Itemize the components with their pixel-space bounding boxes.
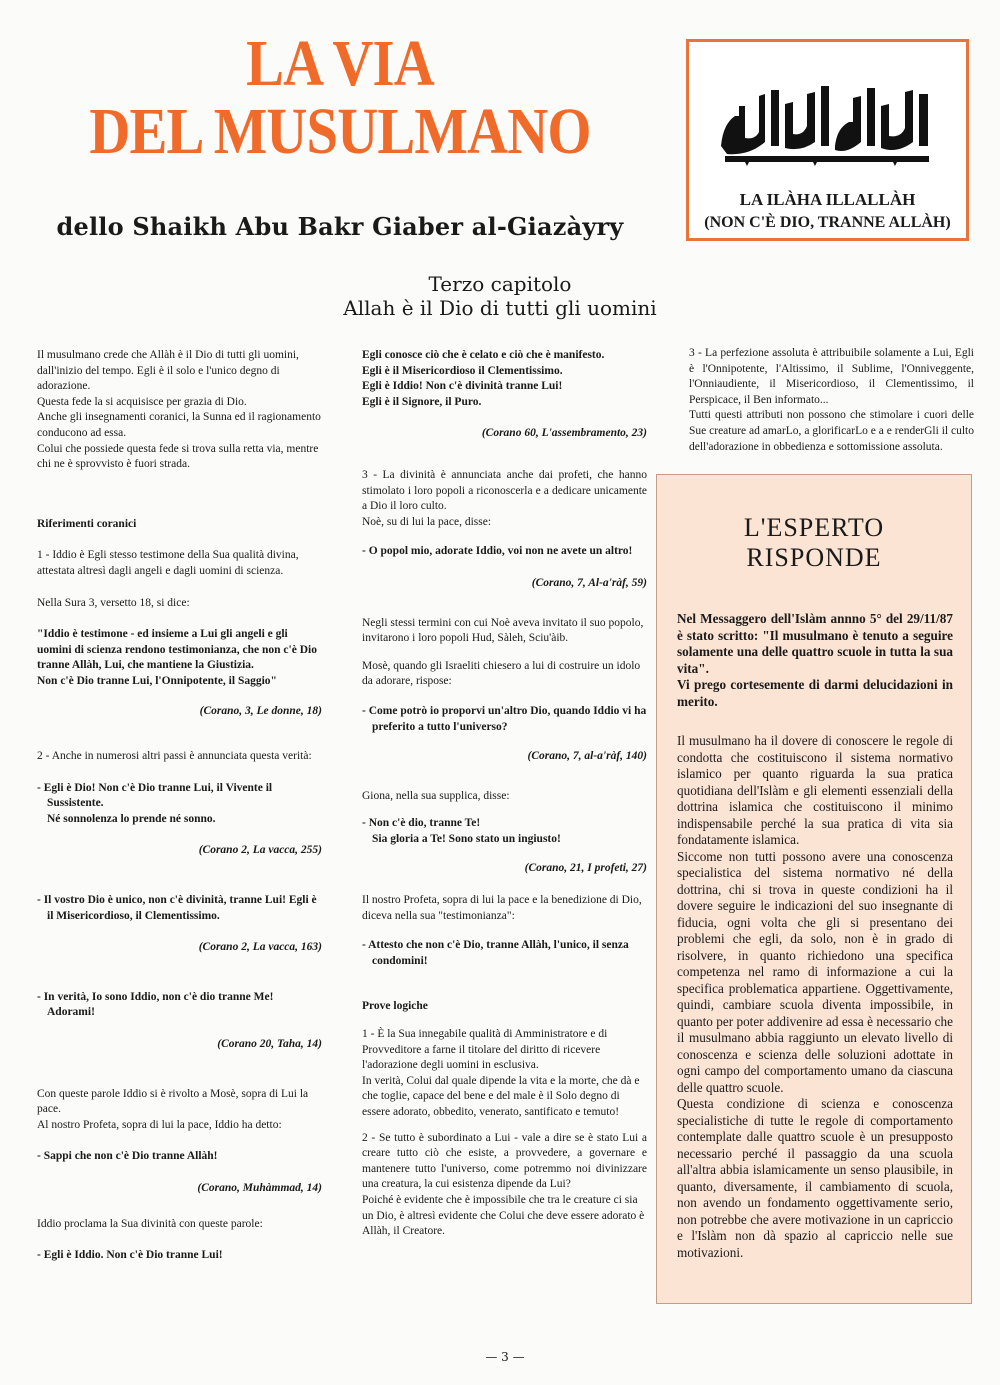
paragraph: Noè, su di lui la pace, disse: [362,515,492,528]
chapter-heading [330,272,670,320]
shahada-transliteration: LA ILÀHA ILLALLÀH [739,190,916,209]
answer-paragraph: Il musulmano ha il dovere di conoscere le regole di condotta che costituiscono il sistema normativo islamico per quanto riguarda la sua pratica quotidiana dell'Islàm e gli elementi essenziali della dottrina islamica che costituiscono il minimo indispensabile perché la sua pratica di vita sia fondatamente islamica. [677,733,953,847]
main-title-line2: DEL MUSULMANO [89,95,591,168]
box-title-line2: RISPONDE [746,543,882,572]
citation: (Corano, 21, I profeti, 27) [524,862,647,875]
quote: - Sappi che non c'è Dio tranne Allàh! [37,1150,218,1163]
paragraph: 2 - Anche in numerosi altri passi è annunciata questa verità: [37,750,312,763]
box-title [657,513,971,573]
quote: - Egli è Dio! Non c'è Dio tranne Lui, il Vivente il Sussistente. [37,781,273,810]
paragraph: Negli stessi termini con cui Noè aveva invitato il suo popolo, invitarono i loro popoli Hud, Sàleh, Sciu'àib. [362,616,644,645]
paragraph: Anche gli insegnamenti coranici, la Sunna ed il ragionamento conducono ad essa. [37,411,321,439]
citation: (Corano, 3, Le donne, 18) [199,704,322,717]
quote: Egli è il Signore, il Puro. [362,395,482,408]
citation: (Corano 2, La vacca, 255) [198,844,322,857]
author-byline: dello Shaikh Abu Bakr Giaber al-Giazàyry [56,212,624,241]
section-heading: Riferimenti coranici [37,517,137,530]
question-text: Vi prego cortesemente di darmi delucidazioni in merito. [677,677,953,709]
citation: (Corano 20, Taha, 14) [217,1038,322,1051]
paragraph: Giona, nella sua supplica, disse: [362,789,510,802]
shahada-translation: (NON C'È DIO, TRANNE ALLÀH) [704,214,951,231]
paragraph: 1 - È la Sua innegabile qualità di Amministratore e di Provveditore a farne il titolare del diritto di ricevere l'adorazione degli uomini in esclusiva. [362,1028,608,1072]
column-2 [362,348,647,1240]
answer-paragraph: Questa condizione di scienza e conoscenza specialistiche di tutte le regole di comportamento contemplate dalle quattro scuole è un presupposto necessario perché il passaggio da una scuola all'altra abbia islamicamente un senso plausibile, in quanto, diversamente, il cambiamento di scuola, non avendo un fondamento oggettivamente serio, non potrebbe che avere motivazione in un capriccio e l'Islàm non dà spazio al capriccio nelle sue motivazioni. [677,1096,953,1260]
reader-question [677,611,953,710]
column-3 [689,346,974,455]
paragraph: 1 - Iddio è Egli stesso testimone della Sua qualità divina, attestata altresì dagli angeli e dagli uomini di scienza. [37,549,299,577]
quote: - Come potrò io proporvi un'altro Dio, quando Iddio vi ha preferito a tutto l'universo? [362,704,647,733]
paragraph: 3 - La divinità è annunciata anche dai profeti, che hanno stimolato i loro popoli a riconoscerla e a dedicare unicamente a Dio il loro culto. [362,468,647,513]
paragraph: In verità, Colui dal quale dipende la vita e la morte, che dà e che toglie, capace del bene e del male è il Solo degno di essere adorato, obbedito, venerato, santificato e temuto! [362,1074,640,1118]
paragraph: Tutti questi attributi non possono che stimolare i cuori delle Sue creature ad amarLo, a glorificarLo e a e renderGli il culto dell'adorazione in obbedienza e sottomissione assoluta. [689,409,974,453]
quote: - Attesto che non c'è Dio, tranne Allàh, l'unico, il senza condomini! [362,939,629,967]
paragraph: Colui che possiede questa fede si trova sulla retta via, mentre chi ne è sprovvisto è fuori strada. [37,442,319,471]
quote: - Egli è Iddio. Non c'è Dio tranne Lui! [37,1249,223,1262]
paragraph: 3 - La perfezione assoluta è attribuibile solamente a Lui, Egli è l'Onnipotente, l'Altissimo, il Sublime, l'Onniveggente, l'Onniaudiente, il Misericordioso, il Clementissimo, il Perspicace, il Ben informato... [689,347,974,406]
section-heading: Prove logiche [362,1000,428,1013]
page-number: — 3 — [485,1350,525,1364]
column-1 [37,348,322,1264]
quote: Egli conosce ciò che è celato e ciò che è manifesto. [362,349,605,361]
paragraph: Iddio proclama la Sua divinità con queste parole: [37,1217,263,1230]
paragraph: Il nostro Profeta, sopra di lui la pace e la benedizione di Dio, diceva nella sua "testimonianza": [362,894,642,922]
paragraph: Al nostro Profeta, sopra di lui la pace, Iddio ha detto: [37,1118,282,1131]
expert-answer [677,733,953,1261]
quote: Egli è il Misericordioso il Clementissimo. [362,364,563,377]
main-title-line1: LA VIA [246,27,434,100]
shahada-box [686,39,969,241]
paragraph: Poiché è evidente che è impossibile che tra le creature ci sia un Dio, è altresì evidente che Colui che deve essere adorato è Allàh, il Creatore. [362,1193,645,1238]
quote: - Non c'è dio, tranne Te! [362,817,481,830]
quote: Sia gloria a Te! Sono stato un ingiusto! [372,832,561,845]
chapter-title: Allah è il Dio di tutti gli uomini [343,296,657,320]
paragraph: 2 - Se tutto è subordinato a Lui - vale a dire se è stato Lui a creare tutto ciò che esiste, a provvedere, a governare e mantenere tutto l'universo, come potremmo noi divinizzare una creatura, la cui esistenza dipende da Lui? [362,1131,647,1191]
paragraph: Il musulmano crede che Allàh è il Dio di tutti gli uomini, dall'inizio del tempo. Egli è il solo e l'unico degno di adorazione. [37,349,299,393]
citation: (Corano, Muhàmmad, 14) [197,1182,322,1194]
quote: Non c'è Dio tranne Lui, l'Onnipotente, il Saggio" [37,674,277,687]
citation: (Corano, 7, Al-a'ràf, 59) [531,576,647,589]
citation: (Corano 2, La vacca, 163) [198,941,322,954]
quote: - In verità, Io sono Iddio, non c'è dio tranne Me! Adorami! [37,990,274,1019]
paragraph: Con queste parole Iddio si è rivolto a Mosè, sopra di Lui la pace. [37,1087,309,1116]
paragraph: Nella Sura 3, versetto 18, si dice: [37,596,190,609]
quote: - Il vostro Dio è unico, non c'è divinità, tranne Lui! Egli è il Misericordioso, il Clementissimo. [37,894,317,922]
quote: "Iddio è testimone - ed insieme a Lui gli angeli e gli uomini di scienza rendono testimonianza, che non c'è Dio tranne Allàh, Lui, che mantiene la Giustizia. [37,628,317,672]
answer-paragraph: Siccome non tutti possono avere una conoscenza specialistica del sistema normativo né della dottrina, chi si trova in queste condizioni ha il dovere seguire le indicazioni del suo insegnante di fiducia, ogni volta che gli si presentano dei problemi che egli, da solo, non è in grado di risolvere, in quanto richiedono una specifica competenza nel ramo di informazione a cui la specifica problematica appartiene. Oggettivamente, quindi, cambiare scuola diventa impossibile, in quanto per poter addivenire ad essa è necessario che il musulmano abbia raggiunto un elevato livello di conoscenza e scienza delle soluzioni adottate in ogni campo del comportamento umano da ciascuna delle quattro scuole. [677,848,953,1095]
citation: (Corano 60, L'assembramento, 23) [481,427,647,440]
citation: (Corano, 7, al-a'ràf, 140) [527,750,647,763]
arabic-calligraphy-logo [715,76,941,166]
expert-answers-box [656,474,972,1304]
paragraph: Mosè, quando gli Israeliti chiesero a lui di costruire un idolo da adorare, rispose: [362,659,641,688]
box-title-line1: L'ESPERTO [743,513,885,542]
quote: - O popol mio, adorate Iddio, voi non ne avete un altro! [362,545,633,558]
quote: Egli è Iddio! Non c'è divinità tranne Lui! [362,380,563,393]
quote: Né sonnolenza lo prende né sonno. [47,812,216,825]
paragraph: Questa fede la si acquisisce per grazia di Dio. [37,395,247,408]
main-title [48,27,633,168]
chapter-number: Terzo capitolo [428,272,572,296]
question-text: Nel Messaggero dell'Islàm annno 5° del 29/11/87 è stato scritto: "Il musulmano è tenuto a seguire solamente una delle quattro scuole in tutta la sua vita". [677,611,953,676]
